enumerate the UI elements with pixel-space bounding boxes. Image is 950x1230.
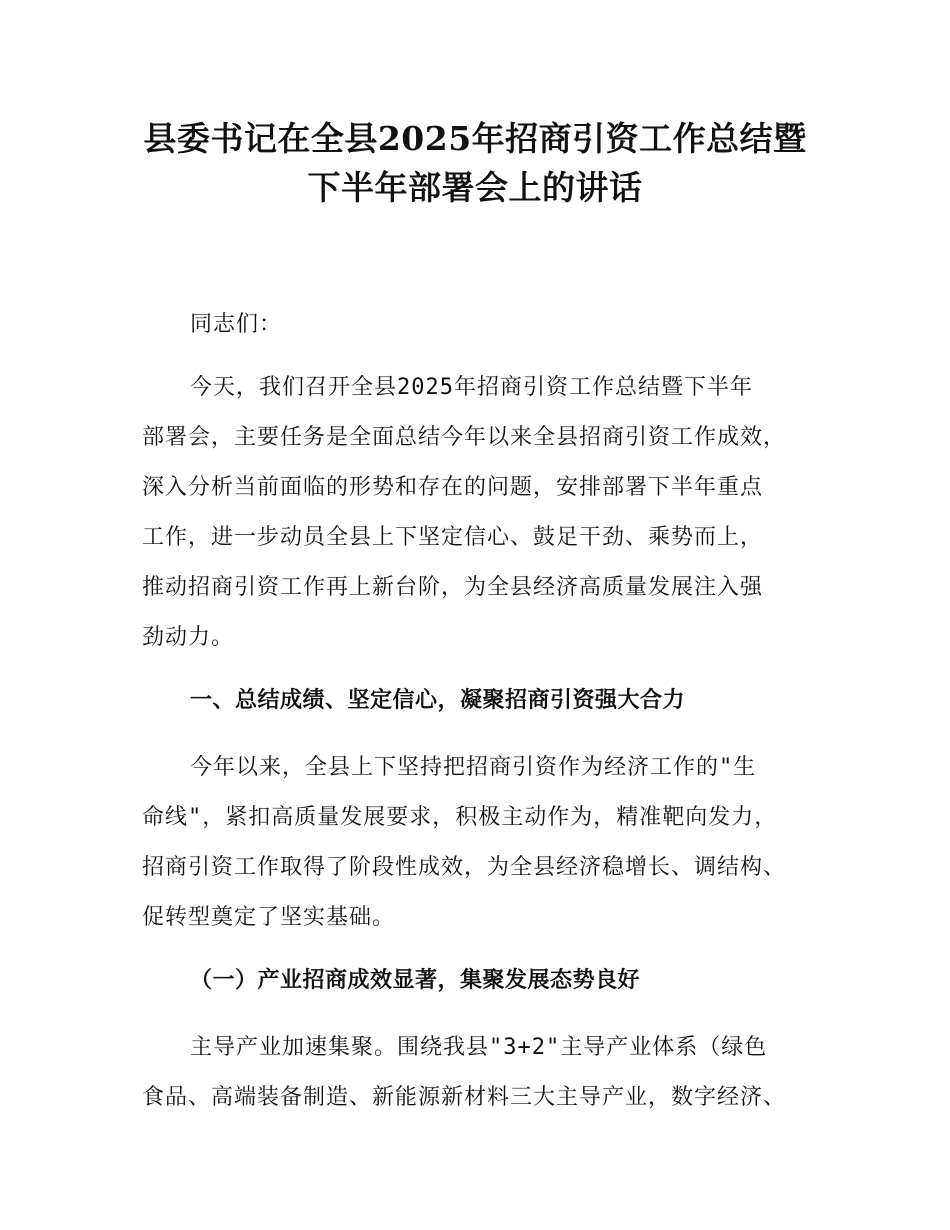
intro-line: 工作，进一步动员全县上下坚定信心、鼓足干劲、乘势而上， — [142, 525, 764, 550]
subsection-body-line: 主导产业加速集聚。围绕我县"3+2"主导产业体系（绿色 — [190, 1035, 768, 1060]
subsection-heading: （一）产业招商成效显著，集聚发展态势良好 — [190, 968, 641, 993]
subsection-body-line: 食品、高端装备制造、新能源新材料三大主导产业，数字经济、 — [142, 1085, 787, 1110]
section-body-line: 促转型奠定了坚实基础。 — [142, 905, 396, 930]
intro-line: 部署会，主要任务是全面总结今年以来全县招商引资工作成效， — [142, 425, 787, 450]
section-body-line: 命线"，紧扣高质量发展要求，积极主动作为，精准靶向发力， — [142, 805, 778, 830]
section-heading: 一、总结成绩、坚定信心，凝聚招商引资强大合力 — [190, 688, 686, 713]
intro-line: 劲动力。 — [142, 625, 235, 650]
salutation: 同志们： — [190, 312, 283, 337]
intro-line: 深入分析当前面临的形势和存在的问题，安排部署下半年重点 — [142, 475, 764, 500]
intro-line: 推动招商引资工作再上新台阶，为全县经济高质量发展注入强 — [142, 575, 764, 600]
section-body-line: 招商引资工作取得了阶段性成效，为全县经济稳增长、调结构、 — [142, 855, 787, 880]
document-title-line2: 下半年部署会上的讲话 — [307, 168, 643, 207]
document-title-line1: 县委书记在全县2025年招商引资工作总结暨 — [143, 119, 807, 158]
intro-line: 今天，我们召开全县2025年招商引资工作总结暨下半年 — [190, 375, 753, 400]
section-body-line: 今年以来，全县上下坚持把招商引资作为经济工作的"生 — [190, 755, 757, 780]
